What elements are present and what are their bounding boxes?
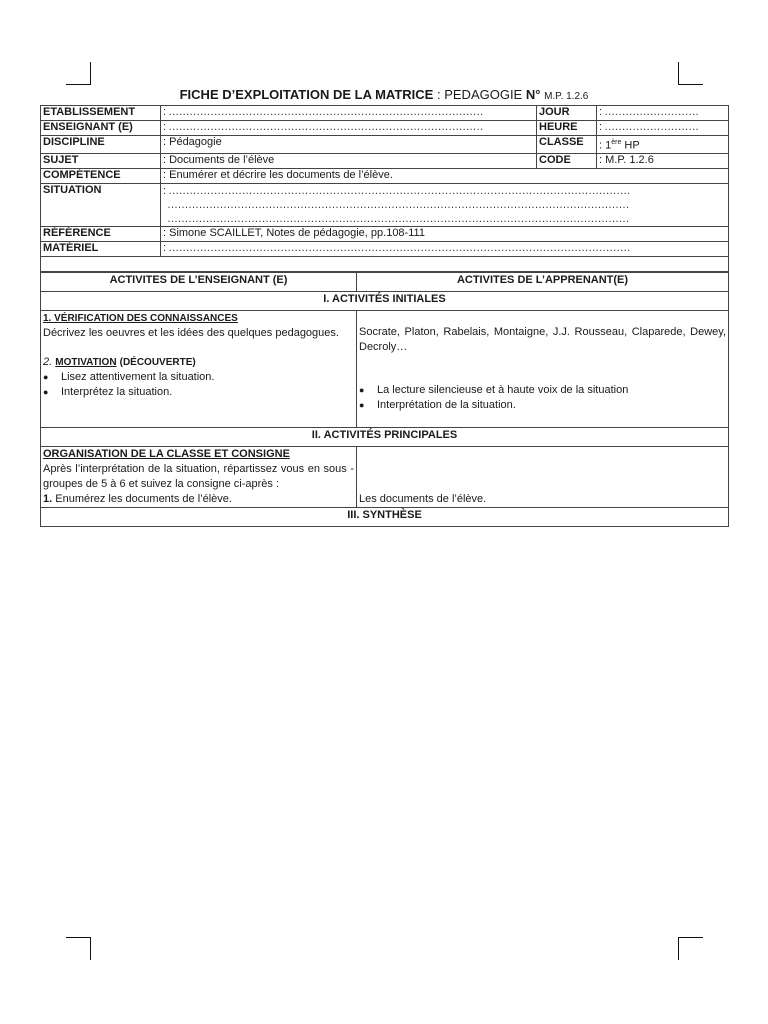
crop-mark-top-right xyxy=(678,62,703,85)
crop-mark-bottom-left xyxy=(66,937,91,960)
list-item: ● Interprétez la situation. xyxy=(43,385,354,400)
verification-learner-text: Socrate, Platon, Rabelais, Montaigne, J.J. Rousseau, Claparede, Dewey, Decroly… xyxy=(359,325,726,353)
verification-teacher-text: Décrivez les oeuvres et les idées des quelques pedagogues. xyxy=(43,326,339,339)
row-reference xyxy=(41,226,729,241)
classe-prefix: : 1 xyxy=(599,139,612,152)
label-code: CODE xyxy=(537,153,597,168)
label-heure: HEURE xyxy=(537,121,597,136)
col-learner-header: ACTIVITES DE L’APPRENANT(E) xyxy=(357,272,729,291)
row-discipline xyxy=(41,136,729,154)
motivation-label: MOTIVATION xyxy=(55,356,117,368)
section-title-principales: II. ACTIVITÉS PRINCIPALES xyxy=(41,427,729,446)
label-situation: SITUATION xyxy=(41,183,161,226)
teacher-cell-organisation xyxy=(41,446,357,507)
section-row-1 xyxy=(41,291,729,310)
spacer xyxy=(359,311,726,325)
row-organisation xyxy=(41,446,729,507)
row-verification-motivation xyxy=(41,310,729,427)
title-main: FICHE D’EXPLOITATION DE LA MATRICE xyxy=(179,87,434,102)
value-classe xyxy=(597,136,729,154)
crop-mark-top-left xyxy=(66,62,91,85)
spacer-cell xyxy=(41,256,729,271)
organisation-item-number: 1. xyxy=(43,492,53,505)
value-sujet: : Documents de l’élève xyxy=(161,153,537,168)
list-item: ● Lisez attentivement la situation. xyxy=(43,370,354,385)
row-etablissement xyxy=(41,106,729,121)
label-classe: CLASSE xyxy=(537,136,597,154)
label-discipline: DISCIPLINE xyxy=(41,136,161,154)
label-competence: COMPÉTENCE xyxy=(41,168,161,183)
organisation-heading: ORGANISATION DE LA CLASSE ET CONSIGNE xyxy=(43,447,290,460)
situation-line-1: : …………………………………………………………………………………………………………………… xyxy=(163,184,631,197)
value-code: : M.P. 1.2.6 xyxy=(597,153,729,168)
info-table xyxy=(40,105,729,272)
value-enseignant: : ……………………………………………………………………………… xyxy=(161,121,537,136)
row-enseignant xyxy=(41,121,729,136)
activities-table xyxy=(40,272,729,527)
crop-mark-bottom-right xyxy=(678,937,703,960)
row-materiel xyxy=(41,241,729,256)
value-situation xyxy=(161,183,729,226)
title-degree: N° xyxy=(525,87,541,102)
organisation-text: Après l’interprétation de la situation, répartissez vous en sous - groupes de 5 à 6 et suivez la consigne ci-après : xyxy=(43,462,354,490)
section-row-3 xyxy=(41,507,729,526)
situation-line-2: …………………………………………………………………………………………………………………… xyxy=(167,198,629,211)
activities-header-row xyxy=(41,272,729,291)
organisation-item xyxy=(43,492,354,507)
col-teacher-header: ACTIVITES DE L’ENSEIGNANT (E) xyxy=(41,272,357,291)
motivation-suffix: (DÉCOUVERTE) xyxy=(119,356,196,368)
classe-suffix: HP xyxy=(621,139,640,152)
value-heure: : ……………………… xyxy=(597,121,729,136)
motivation-number: 2. xyxy=(43,355,53,368)
spacer xyxy=(359,369,726,383)
spacer xyxy=(359,355,726,369)
row-situation xyxy=(41,183,729,226)
spacer xyxy=(359,413,726,427)
value-materiel: : …………………………………………………………………………………………………………………… xyxy=(161,241,729,256)
label-reference: RÉFÉRENCE xyxy=(41,226,161,241)
organisation-item-text: Enumérez les documents de l’élève. xyxy=(52,492,232,505)
label-jour: JOUR xyxy=(537,106,597,121)
page-title xyxy=(40,87,728,102)
spacer xyxy=(43,341,354,355)
label-etablissement: ETABLISSEMENT xyxy=(41,106,161,121)
motivation-heading xyxy=(43,355,354,370)
motivation-learner-list xyxy=(359,383,726,413)
section-title-synthese: III. SYNTHÈSE xyxy=(41,507,729,526)
value-jour: : ……………………… xyxy=(597,106,729,121)
organisation-learner-text: Les documents de l’élève. xyxy=(359,492,487,505)
label-materiel: MATÉRIEL xyxy=(41,241,161,256)
learner-cell-initiales xyxy=(357,310,729,427)
section-title-initiales: I. ACTIVITÉS INITIALES xyxy=(41,291,729,310)
title-subject: : PEDAGOGIE xyxy=(436,87,523,102)
value-etablissement: : ……………………………………………………………………………… xyxy=(161,106,537,121)
motivation-teacher-list xyxy=(43,370,354,400)
list-item: ● Interprétation de la situation. xyxy=(359,398,726,413)
section-row-2 xyxy=(41,427,729,446)
title-code: M.P. 1.2.6 xyxy=(544,91,589,102)
value-competence: : Enumérer et décrire les documents de l’élève. xyxy=(161,168,729,183)
row-sujet xyxy=(41,153,729,168)
value-reference: : Simone SCAILLET, Notes de pédagogie, pp.108-111 xyxy=(161,226,729,241)
list-item: ● La lecture silencieuse et à haute voix de la situation xyxy=(359,383,726,398)
row-spacer xyxy=(41,256,729,271)
row-competence xyxy=(41,168,729,183)
situation-line-3: …………………………………………………………………………………………………………………… xyxy=(167,212,629,225)
classe-sup: ère xyxy=(611,139,622,146)
label-enseignant: ENSEIGNANT (E) xyxy=(41,121,161,136)
label-sujet: SUJET xyxy=(41,153,161,168)
lesson-sheet xyxy=(40,105,728,527)
learner-cell-organisation xyxy=(357,446,729,507)
value-discipline: : Pédagogie xyxy=(161,136,537,154)
teacher-cell-initiales xyxy=(41,310,357,427)
verification-heading: 1. VÉRIFICATION DES CONNAISSANCES xyxy=(43,312,238,324)
